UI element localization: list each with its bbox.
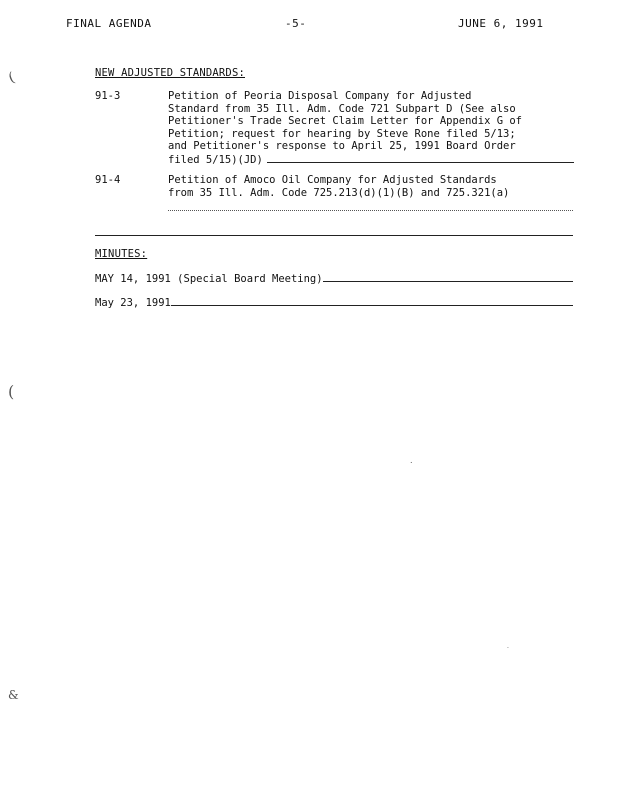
item-91-4-rule bbox=[168, 210, 573, 211]
item-number: 91-3 bbox=[95, 90, 121, 102]
minutes-entry-label: May 23, 1991 bbox=[95, 297, 171, 309]
item-line: and Petitioner's response to April 25, 1991 Board Order bbox=[168, 140, 516, 152]
item-description bbox=[168, 90, 574, 166]
item-line: Petition of Peoria Disposal Company for Adjusted bbox=[168, 90, 472, 102]
item-description bbox=[168, 174, 574, 199]
header-page-number: -5- bbox=[285, 17, 307, 30]
header-date: JUNE 6, 1991 bbox=[458, 17, 544, 30]
minutes-entry-label: MAY 14, 1991 (Special Board Meeting) bbox=[95, 273, 323, 285]
section-separator-rule bbox=[95, 235, 573, 236]
margin-mark: ( bbox=[8, 382, 15, 401]
underline-rule bbox=[323, 272, 573, 282]
item-line-text: filed 5/15)(JD) bbox=[168, 153, 263, 166]
item-line: Petitioner's Trade Secret Claim Letter for Appendix G of bbox=[168, 115, 523, 127]
minutes-entry bbox=[95, 272, 573, 285]
underline-rule bbox=[171, 296, 573, 306]
minutes-entry bbox=[95, 296, 573, 309]
item-line: Petition; request for hearing by Steve Rone filed 5/13; bbox=[168, 127, 516, 140]
stray-mark: . bbox=[507, 643, 509, 650]
item-line-with-rule bbox=[168, 153, 574, 167]
section-title-adjusted-standards: NEW ADJUSTED STANDARDS: bbox=[95, 67, 245, 79]
margin-mark: ( bbox=[6, 69, 18, 87]
header-left-title: FINAL AGENDA bbox=[66, 17, 152, 30]
margin-mark: & bbox=[8, 688, 19, 702]
underline-rule bbox=[267, 153, 574, 163]
item-line: from 35 Ill. Adm. Code 725.213(d)(1)(B) and 725.321(a) bbox=[168, 186, 510, 199]
item-number: 91-4 bbox=[95, 174, 121, 186]
item-line: Petition of Amoco Oil Company for Adjusted Standards bbox=[168, 174, 497, 186]
stray-mark: . bbox=[410, 456, 413, 465]
item-line: Standard from 35 Ill. Adm. Code 721 Subpart D (See also bbox=[168, 102, 516, 115]
section-title-minutes: MINUTES: bbox=[95, 248, 148, 260]
